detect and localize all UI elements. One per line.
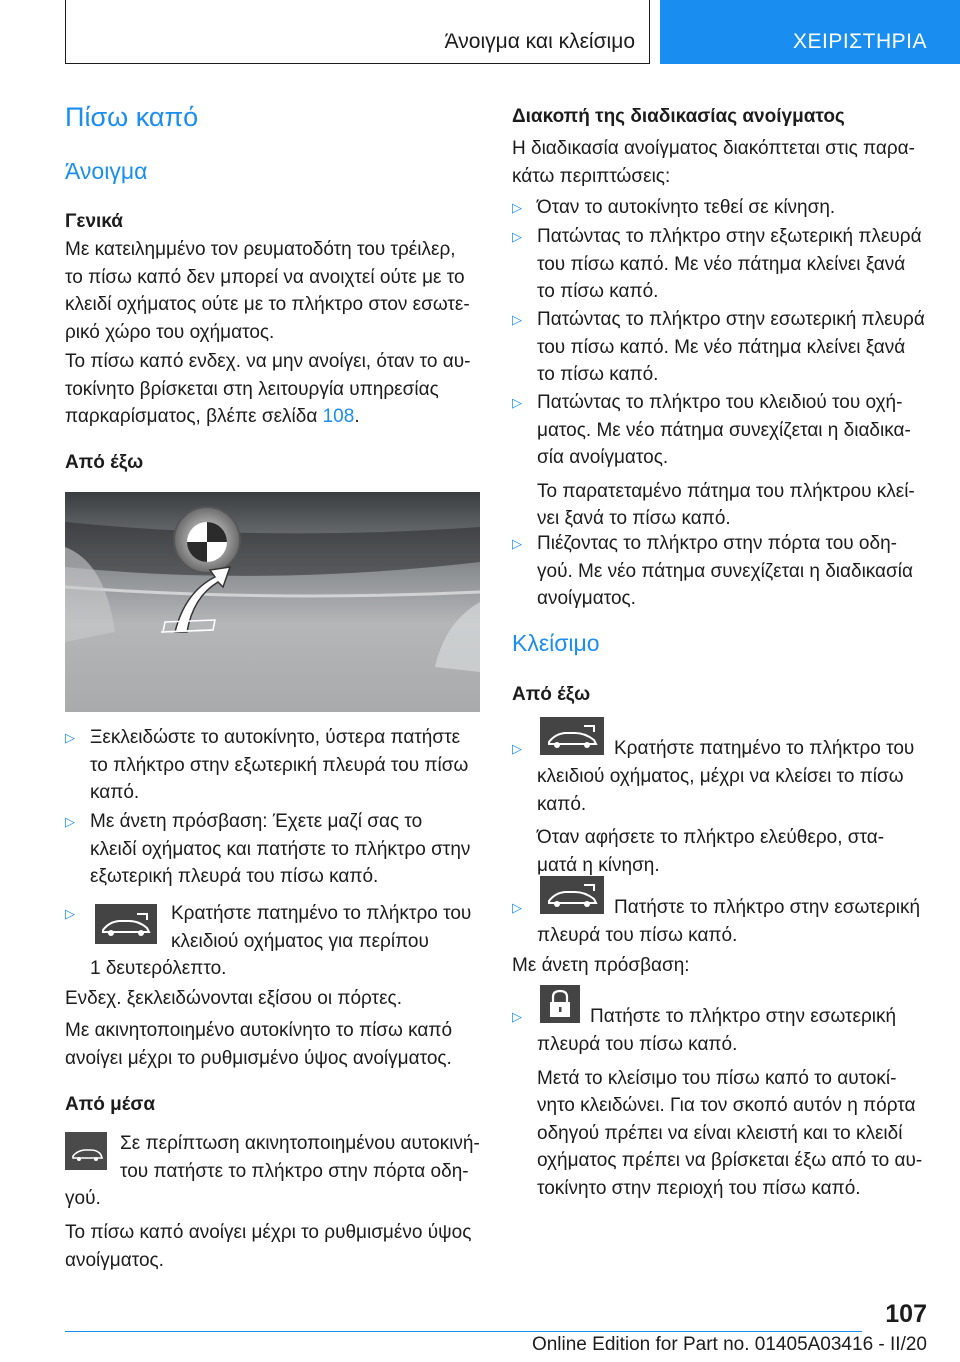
inside-paragraph-2: Το πίσω καπό ανοίγει μέχρι το ρυθμισμένο ύψος ανοίγματος.	[65, 1222, 472, 1271]
triangle-bullet-icon: ▷	[512, 200, 522, 215]
heading-closing-outside: Από έξω	[512, 684, 591, 705]
trunk-key-icon	[95, 904, 157, 944]
general-paragraph-2: Το πίσω καπό ενδεχ. να μην ανοίγει, όταν το αυ- τοκίνητο βρίσκεται στη λειτουργία υπηρεσίας παρκαρίσματος, βλέπε σελίδα 108.	[65, 351, 471, 427]
trunk-key-icon	[540, 717, 604, 755]
outside-paragraph-2: Με ακινητοποιημένο αυτοκίνητο το πίσω καπό ανοίγει μέχρι το ρυθμισμένο ύψος ανοίγματος.	[65, 1020, 453, 1069]
triangle-bullet-icon: ▷	[512, 229, 522, 244]
trunk-key-icon	[540, 876, 604, 914]
inside-paragraph-1: Σε περίπτωση ακινητοποιημένου αυτοκινή- του πατήστε το πλήκτρο στην πόρτα οδη- γού.	[65, 1133, 480, 1209]
triangle-bullet-icon: ▷	[512, 312, 522, 327]
page-number: 107	[885, 1300, 927, 1328]
chapter-title: Άνοιγμα και κλείσιμο	[444, 30, 635, 53]
general-paragraph-1: Με κατειλημμένο τον ρευματοδότη του τρέιλερ, το πίσω καπό δεν μπορεί να ανοιχτεί ούτε με το κλειδί οχήματος ούτε με το πλήκτρο στον εσωτε- ρικό χώρο του οχήματος.	[65, 239, 470, 343]
heading-outside: Από έξω	[65, 452, 144, 473]
comfort-access-label: Με άνετη πρόσβαση:	[512, 955, 690, 976]
triangle-bullet-icon: ▷	[65, 814, 75, 829]
header-section-tab[interactable]	[660, 0, 960, 64]
edition-text: Online Edition for Part no. 01405A03416 - II/20	[531, 1334, 927, 1355]
heading-closing: Κλείσιμο	[512, 630, 600, 656]
lock-icon	[540, 985, 580, 1023]
interrupt-paragraph: Η διαδικασία ανοίγματος διακόπτεται στις παρα- κάτω περιπτώσεις:	[512, 138, 915, 187]
triangle-bullet-icon: ▷	[512, 741, 522, 756]
trunk-photo	[65, 492, 480, 712]
triangle-bullet-icon: ▷	[512, 395, 522, 410]
page-link-108[interactable]: 108	[322, 406, 355, 427]
section-title: ΧΕΙΡΙΣΤΗΡΙΑ	[792, 30, 927, 53]
triangle-bullet-icon: ▷	[512, 1009, 522, 1024]
header-chapter-box	[65, 0, 650, 64]
page-title: Πίσω καπό	[65, 102, 199, 132]
outside-paragraph-1: Ενδεχ. ξεκλειδώνονται εξίσου οι πόρτες.	[65, 988, 402, 1009]
footer-divider	[65, 1331, 862, 1332]
heading-interrupt: Διακοπή της διαδικασίας ανοίγματος	[512, 106, 845, 127]
subtitle-opening: Άνοιγμα	[65, 158, 148, 184]
triangle-bullet-icon: ▷	[512, 536, 522, 551]
heading-general: Γενικά	[65, 211, 123, 232]
triangle-bullet-icon: ▷	[65, 906, 75, 921]
triangle-bullet-icon: ▷	[65, 730, 75, 745]
heading-inside: Από μέσα	[65, 1094, 156, 1115]
triangle-bullet-icon: ▷	[512, 900, 522, 915]
